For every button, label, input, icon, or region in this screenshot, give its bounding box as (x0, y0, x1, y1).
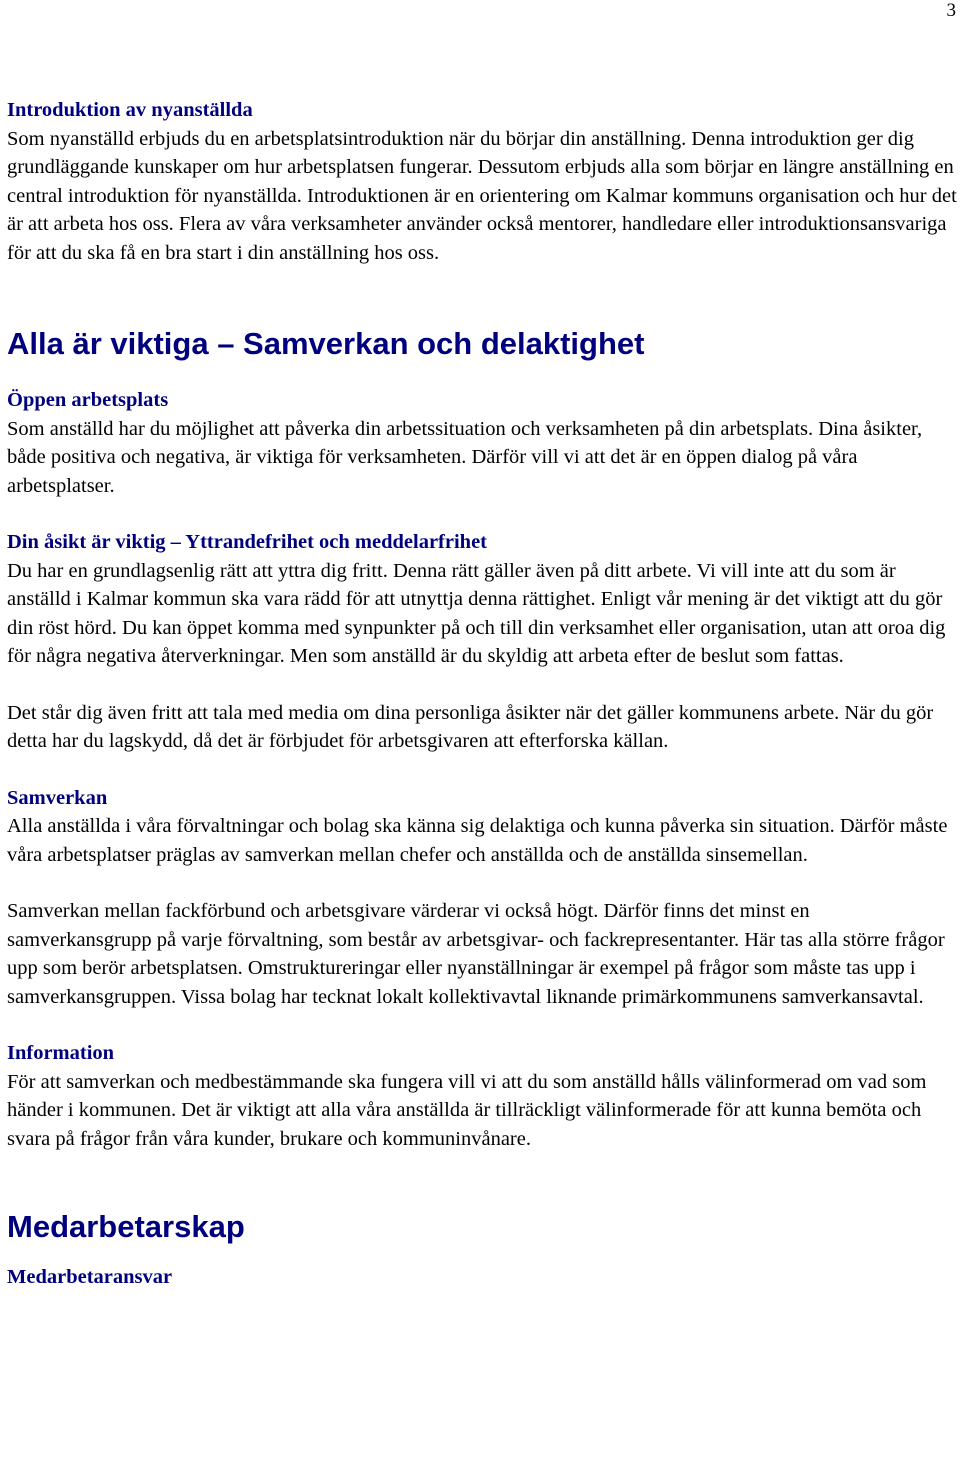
information-paragraph: För att samverkan och medbestämmande ska fungera vill vi att du som anställd hålls välinformerad om vad som händer i kommunen. Det är viktigt att alla våra anställda är tillräckligt välinformerade för att kunna bemöta och svara på frågor från våra kunder, brukare och kommuninvånare. (7, 1070, 927, 1150)
din-asikt-paragraph-1: Du har en grundlagsenlig rätt att yttra dig fritt. Denna rätt gäller även på ditt arbete. Vi vill inte att du som är anställd i Kalmar kommun ska vara rädd för att utnyttja denna rättighet. Enligt vår mening är det viktigt att du gör din röst hörd. Du kan öppet komma med synpunkter på och till din verksamhet eller organisation, utan att oroa dig för några negativa återverkningar. Men som anställd är du skyldig att arbeta efter de beslut som fattas. (7, 559, 946, 667)
section-heading-alla-ar-viktiga: Alla är viktiga – Samverkan och delaktighet (7, 326, 645, 361)
intro-heading: Introduktion av nyanställda (7, 99, 253, 121)
spacer (7, 1153, 957, 1209)
oppen-arbetsplats-paragraph: Som anställd har du möjlighet att påverka din arbetssituation och verksamheten på din arbetsplats. Dina åsikter, både positiva och negativa, är viktiga för verksamheten. Därför vill vi att det är en öppen dialog på våra arbetsplatser. (7, 417, 923, 497)
samverkan-paragraph-2: Samverkan mellan fackförbund och arbetsgivare värderar vi också högt. Därför finns det minst en samverkansgrupp på varje förvaltning, som består av arbetsgivar- och fackrepresentanter. Här tas alla större frågor upp som berör arbetsplatsen. Omstruktureringar eller nyanställningar är exempel på frågor som måste tas upp i samverkansgruppen. Vissa bolag har tecknat lokalt kollektivavtal liknande primärkommunens samverkansavtal. (7, 900, 945, 1008)
page-number: 3 (946, 0, 956, 21)
spacer (7, 267, 957, 326)
document-body (7, 96, 957, 1292)
spacer (7, 756, 957, 784)
intro-paragraph: Som nyanställd erbjuds du en arbetsplatsintroduktion när du börjar din anställning. Denna introduktion ger dig grundläggande kunskaper om hur arbetsplatsen fungerar. Dessutom erbjuds alla som börjar en längre anställning en central introduktion för nyanställda. Introduktionen är en orientering om Kalmar kommuns organisation och hur det är att arbeta hos oss. Flera av våra verksamheter använder också mentorer, handledare eller introduktionsansvariga för att du ska få en bra start i din anställning hos oss. (7, 127, 957, 264)
spacer (7, 500, 957, 528)
spacer (7, 1011, 957, 1039)
spacer (7, 869, 957, 897)
spacer (7, 1245, 957, 1263)
din-asikt-paragraph-2: Det står dig även fritt att tala med media om dina personliga åsikter när det gäller kommunens arbete. När du gör detta har du lagskydd, då det är förbjudet för arbetsgivaren att efterforska källan. (7, 701, 934, 752)
medarbetaransvar-heading: Medarbetaransvar (7, 1266, 173, 1288)
din-asikt-heading: Din åsikt är viktig – Yttrandefrihet och meddelarfrihet (7, 531, 487, 553)
spacer (7, 671, 957, 699)
section-heading-medarbetarskap: Medarbetarskap (7, 1209, 245, 1244)
information-heading: Information (7, 1042, 115, 1064)
samverkan-heading: Samverkan (7, 786, 108, 809)
spacer (7, 362, 957, 386)
samverkan-paragraph-1: Alla anställda i våra förvaltningar och bolag ska känna sig delaktiga och kunna påverka sin situation. Därför måste våra arbetsplatser präglas av samverkan mellan chefer och anställda och de anställda sinsemellan. (7, 815, 948, 866)
oppen-arbetsplats-heading: Öppen arbetsplats (7, 389, 169, 411)
